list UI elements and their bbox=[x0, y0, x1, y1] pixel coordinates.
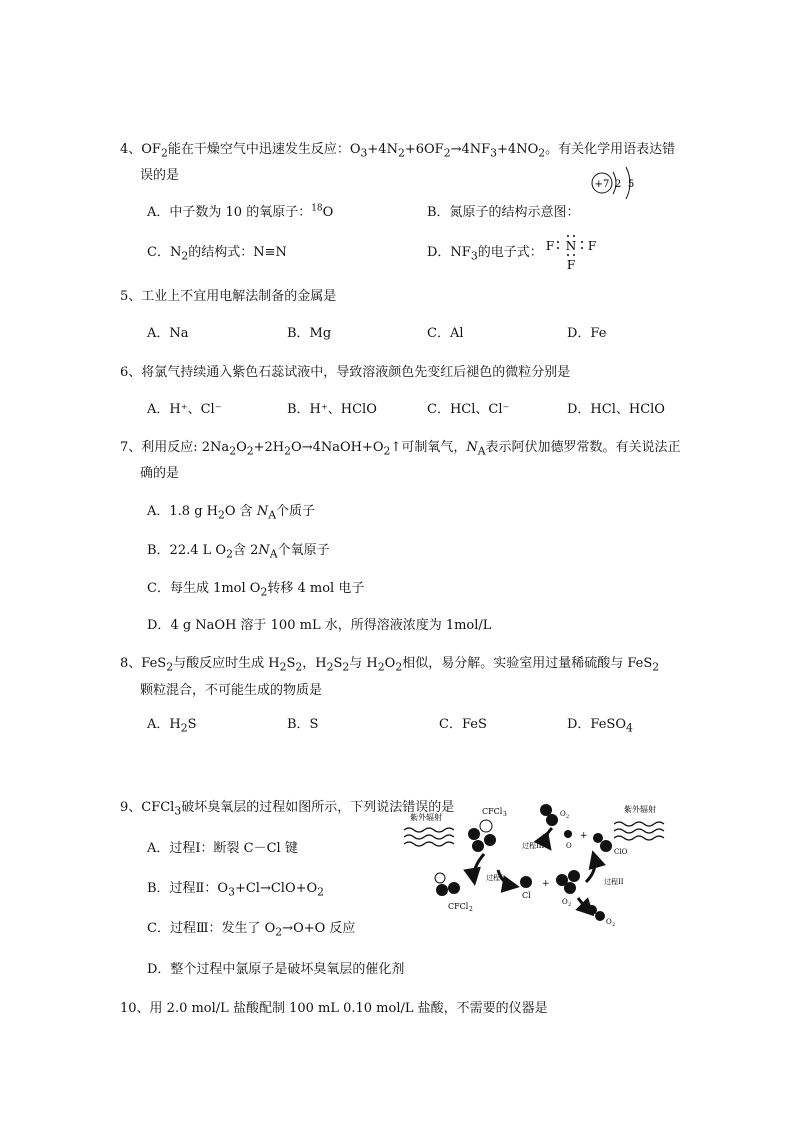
svg-text:+: + bbox=[542, 879, 550, 889]
o2-molecule-bottom-icon bbox=[587, 905, 605, 921]
svg-text:O: O bbox=[606, 918, 612, 926]
q8-stem: 8、FeS$_2$与酸反应时生成 $H_2S_2$，$H_2S_2$与 $H_2O_2$相似，易分解。实验室用过量稀硫酸与 FeS$_2$ bbox=[120, 656, 660, 674]
svg-text:O: O bbox=[560, 810, 566, 818]
ozone-depletion-process-diagram bbox=[402, 796, 692, 936]
svg-text:CFCl: CFCl bbox=[448, 902, 469, 911]
o2-molecule-top-icon bbox=[540, 804, 558, 826]
q6-option-b[interactable]: B．H⁺、HClO bbox=[287, 402, 377, 417]
svg-text:O: O bbox=[566, 842, 572, 850]
svg-text:F: F bbox=[566, 258, 576, 272]
svg-text:+: + bbox=[580, 831, 588, 841]
q5-option-c[interactable]: C．Al bbox=[427, 326, 464, 341]
q9-option-b[interactable]: B．过程Ⅱ：$O_3+Cl\to ClO+O_2$ bbox=[147, 881, 325, 899]
q8-option-d[interactable]: D．FeSO$_4$ bbox=[567, 717, 633, 735]
q4-stem: 4、$OF_2$能在干燥空气中迅速发生反应：$O_3+4N_2+6OF_2\to 4NF_3+4NO_2$。有关化学用语表达错 bbox=[120, 142, 676, 160]
q5-option-d[interactable]: D．Fe bbox=[567, 326, 607, 341]
q9-stem: 9、CFCl$_3$破坏臭氧层的过程如图所示，下列说法错误的是 bbox=[120, 800, 455, 818]
q7-option-c[interactable]: C．每生成 1mol $O_2$转移 4 mol 电子 bbox=[147, 581, 365, 599]
svg-text:2: 2 bbox=[469, 906, 473, 913]
q6-option-c[interactable]: C．HCl、Cl⁻ bbox=[427, 402, 510, 417]
q6-option-d[interactable]: D．HCl、HClO bbox=[567, 402, 665, 417]
q8-option-b[interactable]: B．S bbox=[287, 717, 319, 732]
nf3-electron-formula bbox=[544, 232, 604, 274]
uv-wave-left-icon bbox=[404, 828, 454, 846]
svg-text:过程II: 过程II bbox=[604, 878, 624, 886]
q5-option-a[interactable]: A．Na bbox=[147, 326, 189, 341]
svg-text:2: 2 bbox=[612, 922, 616, 928]
q6-stem: 6、将氯气持续通入紫色石蕊试液中，导致溶液颜色先变红后褪色的微粒分别是 bbox=[120, 365, 571, 380]
q5-option-b[interactable]: B．Mg bbox=[287, 326, 332, 341]
q7-option-b[interactable]: B．22.4 L $O_2$含 $2N_A$个氧原子 bbox=[147, 543, 330, 561]
svg-text:3: 3 bbox=[503, 811, 507, 818]
q9-option-d[interactable]: D．整个过程中氯原子是破坏臭氧层的催化剂 bbox=[147, 962, 405, 977]
svg-text:2: 2 bbox=[566, 814, 570, 820]
o-atom-icon bbox=[564, 830, 572, 838]
svg-text:F: F bbox=[587, 239, 597, 253]
svg-text:2: 2 bbox=[568, 902, 572, 908]
q7-option-a[interactable]: A．1.8 g $H_2O$ 含 $N_A$个质子 bbox=[147, 504, 316, 522]
svg-text:过程I: 过程I bbox=[486, 874, 503, 882]
process3-arrow-icon bbox=[546, 828, 552, 846]
svg-text:+7: +7 bbox=[594, 179, 610, 190]
q7-option-d[interactable]: D．4 g NaOH 溶于 100 mL 水，所得溶液浓度为 1mol/L bbox=[147, 618, 492, 633]
nitrogen-atom-structure-diagram bbox=[588, 160, 644, 206]
svg-text:ClO: ClO bbox=[614, 848, 628, 856]
uv-wave-right-icon bbox=[614, 822, 664, 840]
q7-stem: 7、利用反应: $2Na_2O_2+2H_2O\to 4NaOH+O_2↑$可制氧气，$N_A$表示阿伏加德罗常数。有关说法正 bbox=[120, 440, 681, 458]
svg-text:CFCl: CFCl bbox=[482, 807, 503, 816]
svg-text:Cl: Cl bbox=[522, 891, 531, 900]
svg-text:紫外辐射: 紫外辐射 bbox=[624, 805, 656, 814]
svg-text:2: 2 bbox=[614, 179, 622, 190]
q4-option-a[interactable]: A．中子数为 10 的氧原子：$^{18}$O bbox=[147, 203, 334, 220]
process1-arrow-icon bbox=[474, 854, 484, 880]
q4-option-b[interactable]: B．氮原子的结构示意图： bbox=[427, 205, 580, 220]
svg-text:O: O bbox=[562, 898, 568, 906]
q8-option-c[interactable]: C．FeS bbox=[439, 717, 487, 732]
q4-stem-continued: 误的是 bbox=[140, 168, 180, 183]
svg-text:N: N bbox=[565, 239, 577, 253]
cl-atom-icon bbox=[520, 876, 532, 888]
q8-stem-continued: 颗粒混合，不可能生成的物质是 bbox=[140, 683, 323, 698]
q10-stem: 10、用 2.0 mol/L 盐酸配制 100 mL 0.10 mol/L 盐酸，不需要的仪器是 bbox=[120, 1001, 548, 1016]
cfcl2-molecule-icon bbox=[435, 873, 460, 896]
svg-text:5: 5 bbox=[627, 179, 635, 190]
process2-arrow-icon bbox=[586, 856, 595, 882]
q5-stem: 5、工业上不宜用电解法制备的金属是 bbox=[120, 289, 337, 304]
cfcl3-molecule-icon bbox=[468, 820, 496, 852]
svg-text:过程III: 过程III bbox=[522, 842, 545, 850]
q7-stem-continued: 确的是 bbox=[140, 466, 180, 481]
q9-option-a[interactable]: A．过程Ⅰ：断裂 C－Cl 键 bbox=[147, 841, 298, 856]
q4-option-d[interactable]: D．$NF_3$的电子式： bbox=[427, 245, 543, 263]
q9-option-c[interactable]: C．过程Ⅲ：发生了 $O_2\to O+O$ 反应 bbox=[147, 921, 356, 939]
svg-text:F: F bbox=[545, 239, 555, 253]
q4-option-c[interactable]: C．$N_2$的结构式：N≡N bbox=[147, 245, 287, 263]
q6-option-a[interactable]: A．H⁺、Cl⁻ bbox=[147, 402, 222, 417]
svg-text:紫外辐射: 紫外辐射 bbox=[410, 813, 442, 822]
clo-molecule-icon bbox=[593, 833, 612, 852]
q8-option-a[interactable]: A．$H_2S$ bbox=[147, 717, 197, 735]
ozone-molecule-icon bbox=[556, 870, 580, 894]
